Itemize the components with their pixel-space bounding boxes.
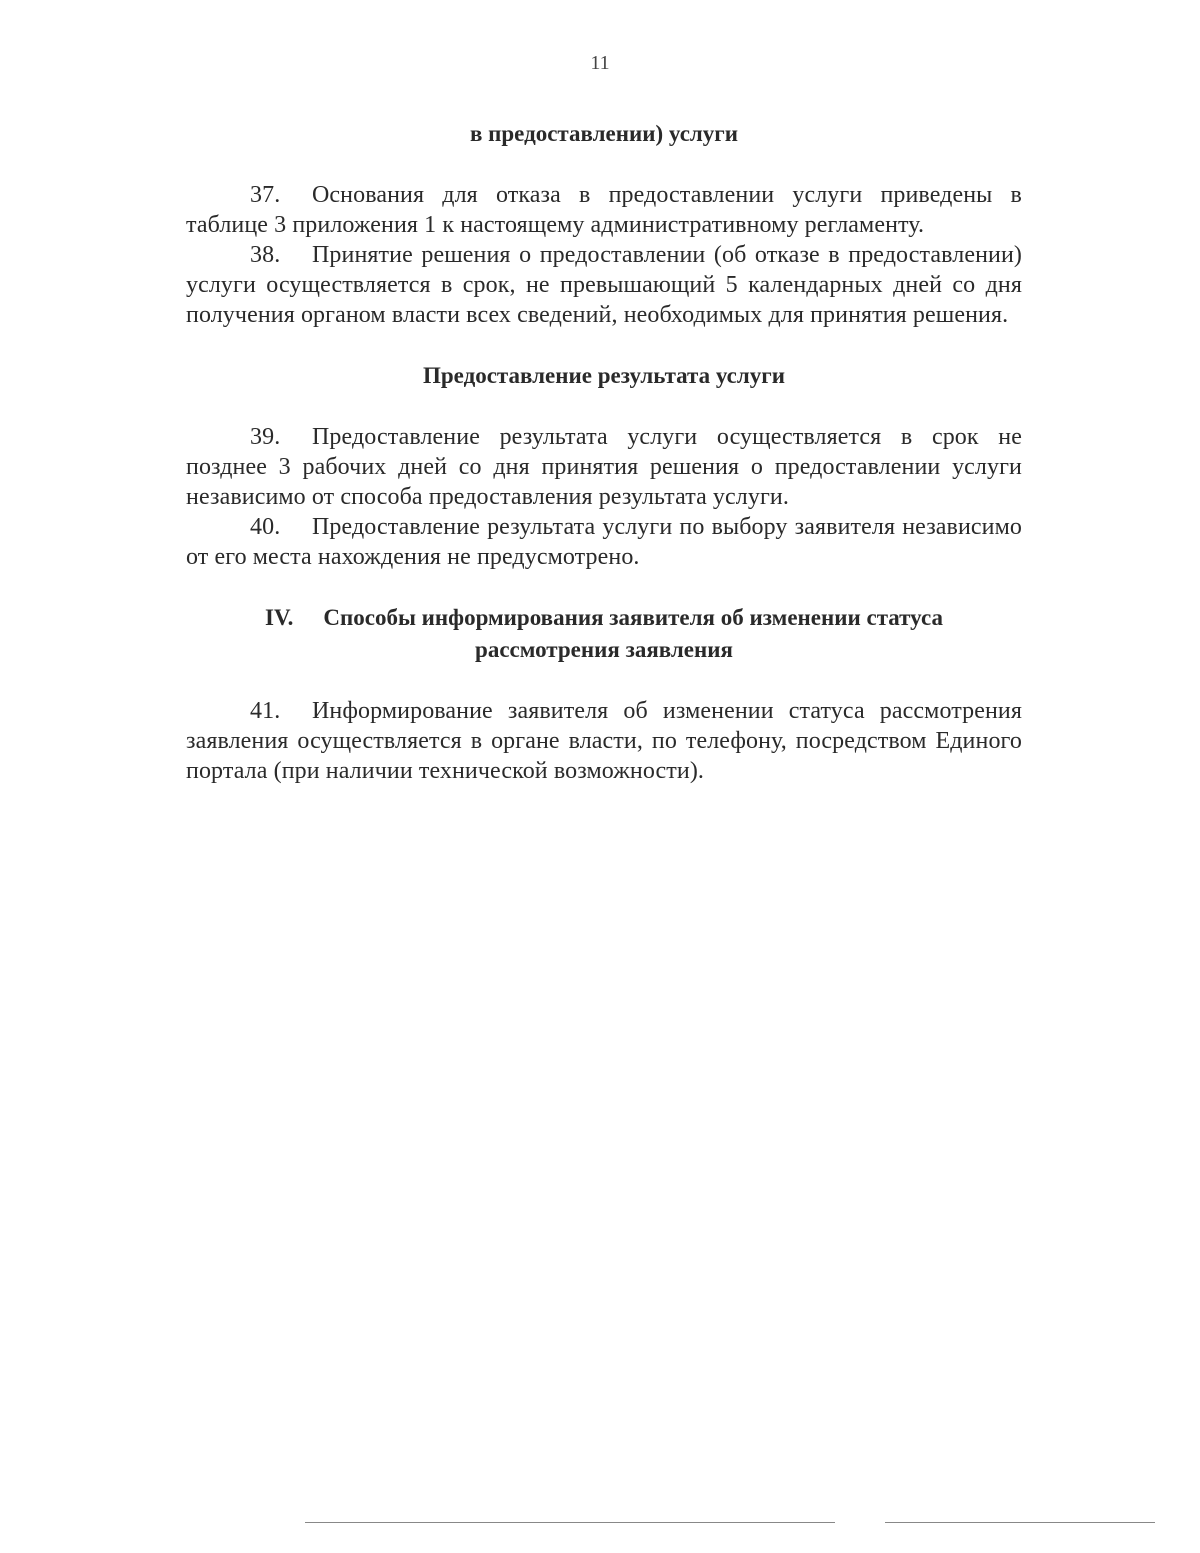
paragraph-38 <box>186 240 1022 330</box>
paragraph-number: 39. <box>250 424 281 450</box>
section-heading-continuation: в предоставлении) услуги <box>469 121 739 146</box>
paragraph-text: Предоставление результата услуги осуществляется в срок не позднее 3 рабочих дней со дня принятия решения о предоставлении услуги независимо от способа предоставления результата услуги. <box>186 424 1022 510</box>
paragraph-text: Информирование заявителя об изменении статуса рассмотрения заявления осуществляется в органе власти, по телефону, посредством Единого портала (при наличии технической возможности). <box>186 698 1022 784</box>
document-body <box>186 118 1022 786</box>
paragraph-number: 41. <box>250 698 281 724</box>
paragraph-text: Предоставление результата услуги по выбору заявителя независимо от его места нахождения не предусмотрено. <box>186 514 1022 570</box>
paragraph-number: 37. <box>250 182 281 208</box>
paragraph-text: Основания для отказа в предоставлении услуги приведены в таблице 3 приложения 1 к настоящему административному регламенту. <box>186 182 1022 238</box>
section-title-line1: Способы информирования заявителя об изменении статуса <box>323 605 943 630</box>
paragraph-number: 40. <box>250 514 281 540</box>
paragraph-37 <box>186 180 1022 240</box>
section-roman-numeral: IV. <box>265 605 294 630</box>
paragraph-number: 38. <box>250 242 281 268</box>
page-number: 11 <box>590 52 610 74</box>
scan-footer-line <box>305 1522 835 1523</box>
scan-footer-line <box>885 1522 1155 1523</box>
section-heading-result: Предоставление результата услуги <box>423 363 785 388</box>
section-iv-heading-line2: рассмотрения заявления <box>475 637 733 662</box>
paragraph-39 <box>186 422 1022 512</box>
paragraph-text: Принятие решения о предоставлении (об отказе в предоставлении) услуги осуществляется в срок, не превышающий 5 календарных дней со дня получения органом власти всех сведений, необходимых для принятия решения. <box>186 242 1022 328</box>
paragraph-41 <box>186 696 1022 786</box>
section-iv-heading <box>186 602 1022 634</box>
paragraph-40 <box>186 512 1022 572</box>
